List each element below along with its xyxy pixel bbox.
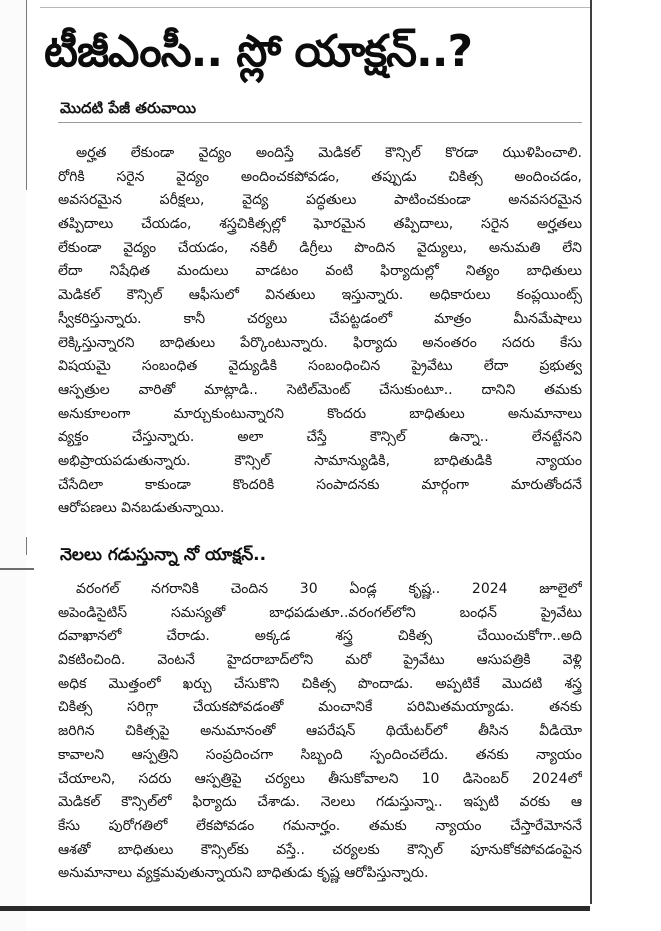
text-line: అనుమానాలు వ్యక్తమవుతున్నాయని బాధితుడు కృష్ణ ఆరోపిస్తున్నారు. — [58, 865, 429, 882]
adjacent-column-margin — [0, 0, 26, 931]
headline: టీజీఎంసీ.. స్లో యాక్షన్..? — [44, 26, 472, 77]
text-line: మెడికల్ కౌన్సిల్‌లో ఫిర్యాదు చేశాడు. నెలలు గడుస్తున్నా.. ఇప్పటి వరకు ఆ — [58, 794, 582, 811]
text-line: అవసరమైన పరీక్షలు, వైద్య పద్ధతులు పాటించకుండా అనవసరమైన — [58, 192, 582, 209]
text-line: అనుకూలంగా మార్చుకుంటున్నారని కొందరు బాధితులు అనుమానాలు — [58, 405, 582, 422]
text-line: స్వీకరిస్తున్నారు. కానీ చర్యలు చేపట్టడంలో మాత్రం మీనమేషాలు — [58, 310, 582, 327]
text-line: విషయమై సంబంధిత వైద్యుడికి సంబంధించిన ప్రైవేటు లేదా ప్రభుత్వ — [58, 358, 582, 375]
text-line: అధిక మొత్తంలో ఖర్చు చేసుకొని చికిత్స పొందాడు. అప్పటికే మొదటి శస్త్ర — [58, 675, 582, 692]
bottom-rule — [0, 906, 590, 911]
adjacent-column-rule — [0, 568, 34, 570]
text-line: లేకుండా వైద్యం చేయడం, నకిలీ డిగ్రీలు పొందిన వైద్యులు, అనుమతి లేని — [58, 239, 582, 256]
column-divider-fragment — [26, 537, 27, 555]
kicker-underline — [58, 122, 582, 123]
text-line: అర్హత లేకుండా వైద్యం అందిస్తే మెడికల్ కౌన్సిల్ కొరడా ఝుళిపించాలి. — [76, 145, 582, 161]
text-line: కేసు పురోగతిలో లేకపోవడం గమనార్హం. తమకు న్యాయం చేస్తారేమోననే — [58, 817, 582, 834]
text-line: ఆశతో బాధితులు కౌన్సిల్‌కు వస్తే.. చర్యలకు కౌన్సిల్ పూనుకోకపోవడంపైన — [58, 841, 582, 858]
right-column-rule — [590, 0, 592, 904]
text-line: దవాఖానలో చేరాడు. అక్కడ శస్త్ర చికిత్స చేయించుకోగా..అది — [58, 628, 582, 645]
text-line: చికిత్స సరిగ్గా చేయకపోవడంతో మంచానికే పరిమితమయ్యాడు. తనకు — [58, 699, 582, 716]
column-divider — [26, 0, 27, 190]
top-rule — [40, 7, 590, 8]
text-line: తప్పిదాలు చేయడం, శస్త్రచికిత్సల్లో ఘోరమైన తప్పిదాలు, సరైన అర్హతలు — [58, 216, 582, 233]
text-line: వికటించింది. వెంటనే హైదరాబాద్‌లోని మరో ప్రైవేటు ఆసుపత్రికి వెళ్లి — [58, 652, 582, 669]
text-line: లేదా నిషేధిత మందులు వాడటం వంటి ఫిర్యాదుల్లో నిత్యం బాధితులు — [58, 263, 582, 280]
text-line: చేయాలని, సదరు ఆస్పత్రిపై చర్యలు తీసుకోవాలని 10 డిసెంబర్ 2024లో — [58, 770, 582, 787]
text-line: అభిప్రాయపడుతున్నారు. కౌన్సిల్ సామాన్యుడికి, బాధితుడికి న్యాయం — [58, 452, 582, 469]
text-line: లెక్కిస్తున్నారని బాధితులు పేర్కొంటున్నారు. ఫిర్యాదు అనంతరం సదరు కేసు — [58, 334, 582, 351]
continued-from-front-page-label: మొదటి పేజీ తరువాయి — [60, 99, 197, 117]
text-line: అపెండిసైటిస్ సమస్యతో బాధపడుతూ..వరంగల్‌లోని బంధన్ ప్రైవేటు — [58, 604, 582, 621]
text-line: ఆరోపణలు వినబడుతున్నాయి. — [58, 500, 225, 517]
text-line: రోగికి సరైన వైద్యం అందించకపోవడం, తప్పుడు చికిత్స అందించడం, — [58, 168, 582, 185]
text-line: చేసేదిలా కాకుండా కొందరికి సంపాదనకు మార్గంగా మారుతోందనే — [58, 476, 582, 493]
text-line: కావాలని ఆస్పత్రిని సంప్రదించగా సిబ్బంది స్పందించలేదు. తనకు న్యాయం — [58, 746, 582, 763]
section-subheading: నెలలు గడుస్తున్నా నో యాక్షన్.. — [60, 545, 267, 565]
text-line: వ్యక్తం చేస్తున్నారు. అలా చేస్తే కౌన్సిల్ ఉన్నా.. లేనట్టేనని — [58, 429, 582, 446]
article-paragraph-2 — [58, 578, 582, 886]
text-line: వరంగల్ నగరానికి చెందిన 30 ఏండ్ల కృష్ణ.. 2024 జూలైలో — [76, 581, 582, 597]
article-paragraph-1 — [58, 142, 582, 521]
text-line: మెడికల్ కౌన్సిల్ ఆఫీసులో వినతులు ఇస్తున్నారు. అధికారులు కంప్లయింట్స్ — [58, 287, 582, 304]
text-line: ఆస్పత్రుల వారితో మాట్లాడి.. సెటిల్‌మెంట్ చేసుకుంటూ.. దానిని తమకు — [58, 381, 582, 398]
text-line: జరిగిన చికిత్సపై అనుమానంతో ఆపరేషన్ థియేటర్‌లో తీసిన వీడియో — [58, 723, 582, 740]
